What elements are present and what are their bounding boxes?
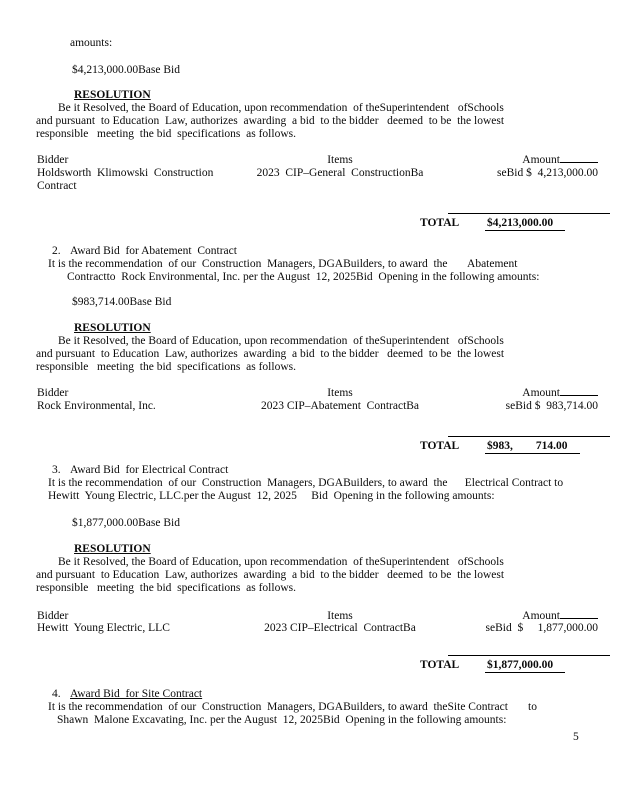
amount-col-label: Amount [522,610,560,622]
resolution-text-line: and pursuant to Education Law, authorizes awarding a bid to the bidder deemed to be the lowest [36,348,505,360]
section2-number: 2. [52,245,61,257]
total-value-3 [485,659,565,672]
table1-bidder-cell: Holdsworth Klimowski Construction [37,167,214,179]
section2-title: Award Bid for Abatement Contract [70,245,237,257]
resolution-heading-1: RESOLUTION [74,89,151,101]
total-rule-2 [448,436,610,437]
total-label-1: TOTAL [420,217,460,229]
section4-number: 4. [52,688,61,700]
section2-body-line: It is the recommendation of our Construction Managers, DGABuilders, to award the Abatement [48,258,518,270]
table2-header-bidder: Bidder [37,387,69,399]
amount-underline [560,393,598,396]
resolution-text-line: Be it Resolved, the Board of Education, upon recommendation of theSuperintendent ofSchools [58,556,504,568]
resolution-heading-2: RESOLUTION [74,322,151,334]
table2-amount-cell: seBid $ 983,714.00 [505,400,598,412]
table2-items-cell: 2023 CIP–Abatement ContractBa [260,400,420,412]
base-bid-amount-3: $1,877,000.00Base Bid [72,517,180,529]
section2-body-line: Contractto Rock Environmental, Inc. per the August 12, 2025Bid Opening in the following amounts: [67,271,540,283]
base-bid-amount-2: $983,714.00Base Bid [72,296,172,308]
section3-number: 3. [52,464,61,476]
table1-items-cell: 2023 CIP–General ConstructionBa [256,167,424,179]
table2-header-items: Items [327,387,353,399]
resolution-text-line: and pursuant to Education Law, authorizes awarding a bid to the bidder deemed to be the lowest [36,115,505,127]
total-value-1 [485,217,565,230]
table1-bidder-cell-line2: Contract [37,180,77,192]
table2-bidder-cell: Rock Environmental, Inc. [37,400,156,412]
section4-body-line: It is the recommendation of our Construction Managers, DGABuilders, to award theSite Contract to [48,701,537,713]
amount-col-label: Amount [522,154,560,166]
amount-underline [560,160,598,163]
resolution-text-line: and pursuant to Education Law, authorizes awarding a bid to the bidder deemed to be the lowest [36,569,505,581]
total-amount: $983, 714.00 [485,440,580,454]
section3-title: Award Bid for Electrical Contract [70,464,229,476]
table1-header-bidder: Bidder [37,154,69,166]
total-label-2: TOTAL [420,440,460,452]
page-number: 5 [573,731,579,743]
resolution-text-line: Be it Resolved, the Board of Education, upon recommendation of theSuperintendent ofSchools [58,102,504,114]
table3-header-bidder: Bidder [37,610,69,622]
resolution-heading-3: RESOLUTION [74,543,151,555]
resolution-text-line: responsible meeting the bid specifications as follows. [36,361,296,373]
total-amount: $4,213,000.00 [485,217,565,231]
table1-amount-cell: seBid $ 4,213,000.00 [497,167,598,179]
table3-items-cell: 2023 CIP–Electrical ContractBa [264,622,416,634]
amount-underline [560,616,598,619]
total-value-2 [485,440,580,453]
total-rule-1 [448,213,610,214]
amount-col-label: Amount [522,387,560,399]
table1-header-items: Items [327,154,353,166]
table1-header-amount [420,154,598,167]
table3-amount-cell: seBid $ 1,877,000.00 [485,622,598,634]
table2-header-amount [420,387,598,400]
resolution-text-line: Be it Resolved, the Board of Education, upon recommendation of theSuperintendent ofSchools [58,335,504,347]
base-bid-amount-1: $4,213,000.00Base Bid [72,64,180,76]
resolution-text-line: responsible meeting the bid specifications as follows. [36,128,296,140]
section4-title: Award Bid for Site Contract [70,688,203,700]
resolution-text-line: responsible meeting the bid specifications as follows. [36,582,296,594]
total-amount: $1,877,000.00 [485,659,565,673]
table3-bidder-cell: Hewitt Young Electric, LLC [37,622,170,634]
amounts-label: amounts: [70,37,113,49]
table3-header-items: Items [327,610,353,622]
total-rule-3 [448,655,610,656]
total-label-3: TOTAL [420,659,460,671]
section4-body-line: Shawn Malone Excavating, Inc. per the August 12, 2025Bid Opening in the following amounts: [57,714,507,726]
section3-body-line: Hewitt Young Electric, LLC.per the August 12, 2025 Bid Opening in the following amounts: [48,490,495,502]
section3-body-line: It is the recommendation of our Construction Managers, DGABuilders, to award the Electrical Contract to [48,477,564,489]
